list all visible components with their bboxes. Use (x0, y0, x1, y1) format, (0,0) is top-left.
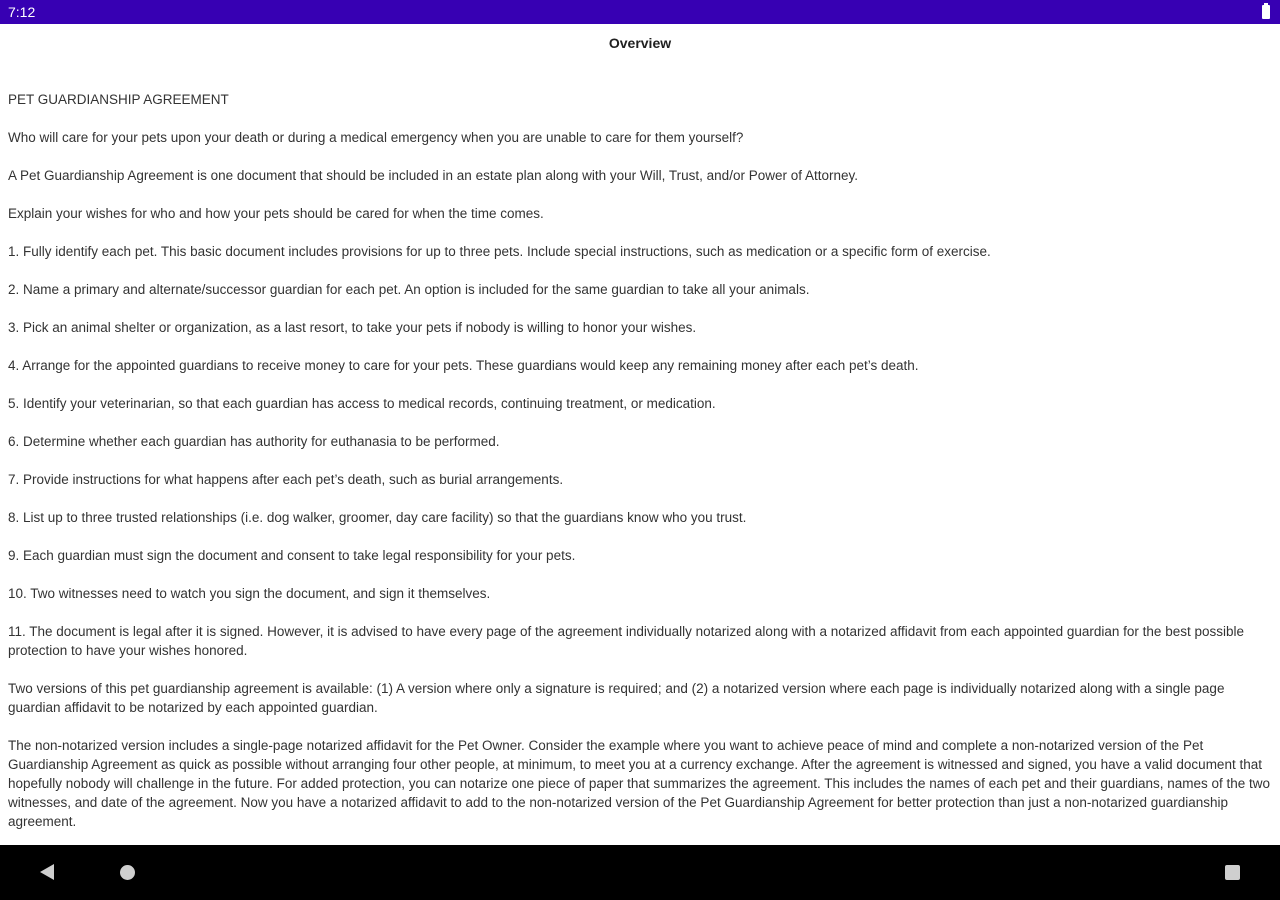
document-heading: PET GUARDIANSHIP AGREEMENT (8, 92, 229, 107)
list-item: 7. Provide instructions for what happens after each pet’s death, such as burial arrangements. (8, 472, 564, 487)
list-item: 11. The document is legal after it is signed. However, it is advised to have every page of the agreement individually notarized along with a notarized affidavit from each appointed guardian for the best possible protection to have your wishes honored. (8, 624, 1244, 658)
page-title: Overview (608, 35, 672, 51)
recents-icon[interactable] (1225, 865, 1240, 880)
intro-paragraph: A Pet Guardianship Agreement is one document that should be included in an estate plan along with your Will, Trust, and/or Power of Attorney. (8, 168, 858, 183)
list-item: 9. Each guardian must sign the document and consent to take legal responsibility for your pets. (8, 548, 576, 563)
versions-paragraph: Two versions of this pet guardianship agreement is available: (1) A version where only a signature is required; and (2) a notarized version where each page is individually notarized along with a single page guardian affidavit to be notarized by each appointed guardian. (8, 681, 1225, 715)
list-item: 8. List up to three trusted relationships (i.e. dog walker, groomer, day care facility) so that the guardians know who you trust. (8, 510, 747, 525)
non-notarized-paragraph: The non-notarized version includes a single-page notarized affidavit for the Pet Owner. Consider the example where you want to achieve peace of mind and complete a non-notarized version of the Pet Guardianship Agreement as quick as possible without arranging four other people, at minimum, to meet you at a currency exchange. After the agreement is witnessed and signed, you have a valid document that hopefully nobody will challenge in the future. For added protection, you can notarize one piece of paper that summarizes the agreement. This includes the names of each pet and their guardians, names of the two witnesses, and date of the agreement. Now you have a notarized affidavit to add to the non-notarized version of the Pet Guardianship Agreement for better protection than just a non-notarized guardianship agreement. (8, 738, 1271, 829)
list-item: 2. Name a primary and alternate/successor guardian for each pet. An option is included for the same guardian to take all your animals. (8, 282, 810, 297)
list-item: 5. Identify your veterinarian, so that each guardian has access to medical records, continuing treatment, or medication. (8, 396, 716, 411)
status-time: 7:12 (8, 4, 36, 20)
list-item: 6. Determine whether each guardian has authority for euthanasia to be performed. (8, 434, 500, 449)
list-item: 10. Two witnesses need to watch you sign the document, and sign it themselves. (8, 586, 491, 601)
battery-icon (1262, 5, 1270, 19)
home-icon[interactable] (120, 865, 135, 880)
list-item: 1. Fully identify each pet. This basic document includes provisions for up to three pets. Include special instructions, such as medication or a specific form of exercise. (8, 244, 991, 259)
intro-paragraph: Explain your wishes for who and how your pets should be cared for when the time comes. (8, 206, 544, 221)
list-item: 3. Pick an animal shelter or organization, as a last resort, to take your pets if nobody is willing to honor your wishes. (8, 320, 697, 335)
intro-question: Who will care for your pets upon your death or during a medical emergency when you are unable to care for them yourself? (8, 130, 744, 145)
navigation-bar (0, 845, 1280, 900)
back-icon[interactable] (40, 864, 54, 880)
list-item: 4. Arrange for the appointed guardians to receive money to care for your pets. These guardians would keep any remaining money after each pet’s death. (8, 358, 919, 373)
overview-content[interactable] (8, 90, 1272, 840)
status-bar (0, 0, 1280, 24)
